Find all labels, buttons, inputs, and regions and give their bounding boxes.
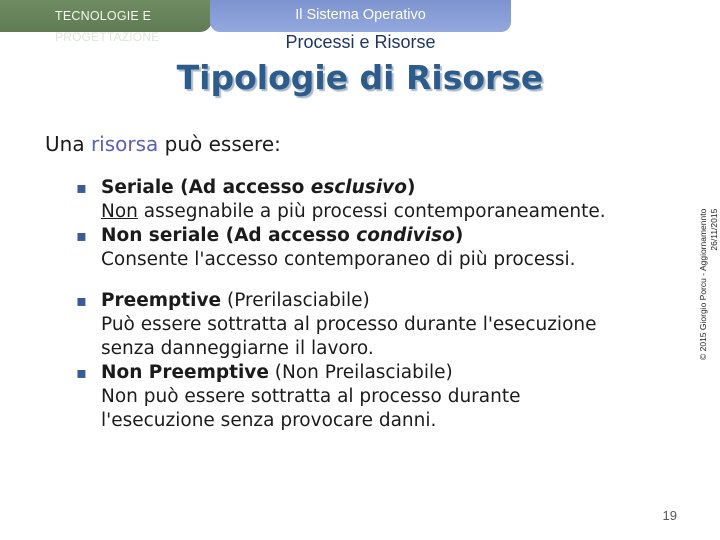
list-item-heading	[101, 361, 676, 385]
intro-before: Una	[45, 132, 91, 156]
list-item-description: Consente l'accesso contemporaneo di più processi.	[101, 249, 576, 270]
page-number: 19	[662, 508, 677, 523]
list-item-heading	[101, 224, 676, 248]
term-paren-open: (Ad accesso	[219, 225, 357, 246]
description-rest: assegnabile a più processi contemporaneamente.	[137, 201, 606, 222]
slide-title: Tipologie di Risorse	[176, 58, 544, 97]
term-paren-open: (Ad accesso	[173, 177, 311, 198]
copyright-line1: © 2015 Giorgio Porcu - Aggiornamennto	[698, 208, 708, 360]
list-item-description-line1: Può essere sottratta al processo durante l'esecuzione	[101, 314, 597, 335]
square-bullet-icon: ▪	[76, 178, 87, 197]
term-label: Preemptive	[101, 290, 222, 311]
term-paren: (Prerilasciabile)	[221, 290, 370, 311]
square-bullet-icon: ▪	[76, 363, 87, 382]
section-tab-label: Il Sistema Operativo	[295, 7, 426, 23]
term-paren-term: esclusivo	[310, 177, 407, 198]
intro-text	[45, 132, 281, 156]
list-item-description-line1: Non può essere sottratta al processo durante	[101, 386, 521, 407]
course-name-line2: PROGETTAZIONE	[55, 30, 160, 44]
term-paren-term: condiviso	[356, 225, 455, 246]
section-subheading: Processi e Risorse	[285, 32, 436, 52]
intro-accent-word: risorsa	[90, 132, 159, 156]
list-item-description	[101, 200, 676, 224]
intro-after: può essere:	[158, 132, 281, 156]
list-item-seriale	[76, 176, 676, 224]
list-item-non-preemptive	[76, 361, 676, 433]
term-label: Non seriale	[101, 225, 220, 246]
term-paren-close: )	[406, 177, 416, 198]
list-item-preemptive	[76, 289, 676, 361]
section-tab	[210, 0, 511, 32]
square-bullet-icon: ▪	[76, 291, 87, 310]
copyright-line2: 26/11/2015	[709, 208, 719, 251]
list-item-description-line2: senza danneggiarne il lavoro.	[101, 338, 374, 359]
course-name-line1: TECNOLOGIE E	[55, 9, 152, 23]
term-paren: (Non Preilasciabile)	[268, 362, 453, 383]
list-item-heading	[101, 176, 676, 200]
term-label: Seriale	[101, 177, 174, 198]
resource-type-list	[76, 176, 676, 433]
term-label: Non Preemptive	[101, 362, 269, 383]
square-bullet-icon: ▪	[76, 226, 87, 245]
list-item-description-line2: l'esecuzione senza provocare danni.	[101, 410, 437, 431]
description-underlined-word: Non	[101, 201, 138, 222]
list-item-heading	[101, 289, 676, 313]
copyright-notice	[698, 209, 720, 360]
term-paren-close: )	[454, 225, 464, 246]
list-item-non-seriale	[76, 224, 676, 272]
